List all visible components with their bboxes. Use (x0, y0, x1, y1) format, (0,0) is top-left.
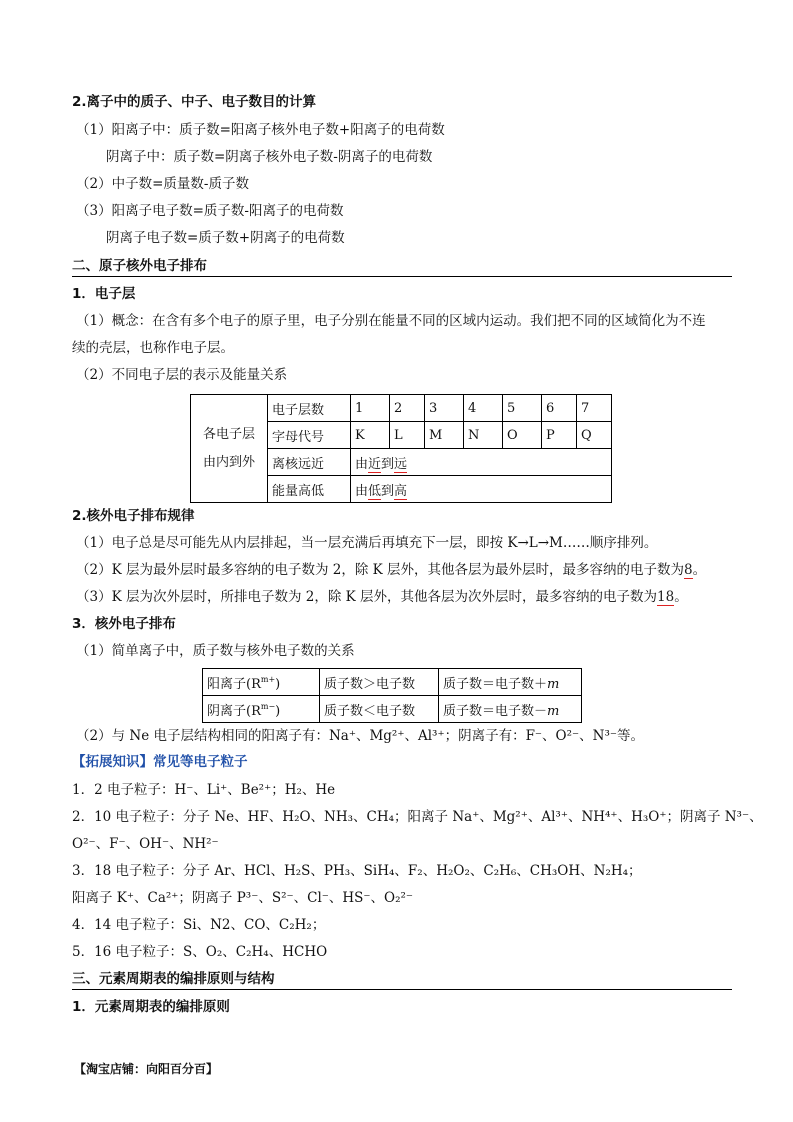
table-cell (439, 696, 582, 723)
extension-knowledge-title: 【拓展知识】常见等电子粒子 (72, 754, 248, 770)
text-line: （2）与 Ne 电子层结构相同的阳离子有：Na⁺、Mg²⁺、Al³⁺；阴离子有：F⁻、O²⁻、N³⁻等。 (76, 728, 645, 744)
text-line: 阴离子电子数=质子数+阴离子的电荷数 (106, 230, 345, 246)
text-line: 1．2 电子粒子：H⁻、Li⁺、Be²⁺；H₂、He (72, 782, 336, 798)
underlined-answer: 低 (368, 483, 382, 499)
text-line: 阴离子中：质子数=阴离子核外电子数-阴离子的电荷数 (106, 149, 433, 165)
line-text: （3）K 层为次外层时，所排电子数为 2，除 K 层外，其他各层为次外层时，最多容纳的电子数为 (76, 589, 658, 605)
text-line: （1）阳离子中：质子数=阳离子核外电子数+阳离子的电荷数 (76, 122, 445, 138)
text-line: （2）K 层为最外层时最多容纳的电子数为 2，除 K 层外，其他各层为最外层时，最多容纳的电子数为8。 (76, 562, 707, 578)
text-line: （2）不同电子层的表示及能量关系 (76, 367, 288, 383)
line-text: （2）K 层为最外层时最多容纳的电子数为 2，除 K 层外，其他各层为最外层时，最多容纳的电子数为 (76, 562, 685, 578)
table-cell: 质子数＜电子数 (320, 696, 439, 723)
table-cell: 7 (577, 395, 612, 422)
table-label-cell: 能量高低 (268, 476, 351, 503)
underlined-answer: 远 (394, 456, 408, 472)
cell-text: ) (275, 703, 281, 719)
table-label-cell: 字母代号 (268, 422, 351, 449)
table-cell: N (464, 422, 503, 449)
section-divider (72, 989, 732, 990)
table-cell: 3 (425, 395, 464, 422)
text-line: 2．10 电子粒子：分子 Ne、HF、H₂O、NH₃、CH₄；阳离子 Na⁺、Mg²⁺、Al³⁺、NH⁴⁺、H₃O⁺；阴离子 N³⁻、 (72, 809, 763, 825)
table-cell: 4 (464, 395, 503, 422)
variable-m: m (547, 703, 560, 719)
text-line: 4．14 电子粒子：Si、N2、CO、C₂H₂； (72, 917, 326, 933)
cell-text: ) (275, 676, 281, 692)
text-line: 续的壳层，也称作电子层。 (72, 340, 234, 356)
charge-sup: m+ (260, 674, 276, 684)
subsection-title-arrangement: 3．核外电子排布 (72, 616, 176, 632)
variable-m: m (547, 676, 560, 692)
table-cell: 1 (351, 395, 390, 422)
table-cell: 5 (503, 395, 542, 422)
cell-text: 阳离子(R (207, 676, 261, 692)
underlined-answer: 18 (657, 589, 675, 605)
cell-text: 由 (355, 456, 369, 472)
text-line: （1）概念：在含有多个电子的原子里，电子分别在能量不同的区域内运动。我们把不同的区域简化为不连 (76, 313, 706, 329)
ion-relation-table (202, 668, 582, 723)
subsection-title-principles: 1．元素周期表的编排原则 (72, 999, 230, 1015)
table-cell: O (503, 422, 542, 449)
distance-cell (351, 449, 612, 476)
text-line: 阳离子 K⁺、Ca²⁺；阴离子 P³⁻、S²⁻、Cl⁻、HS⁻、O₂²⁻ (72, 890, 414, 906)
table-label-cell: 电子层数 (268, 395, 351, 422)
text-line: （3）K 层为次外层时，所排电子数为 2，除 K 层外，其他各层为次外层时，最多容纳的电子数为18。 (76, 589, 688, 605)
table-cell: M (425, 422, 464, 449)
page-footer: 【淘宝店铺：向阳百分百】 (74, 1062, 219, 1076)
row-header-line: 由内到外 (202, 454, 255, 470)
cell-text: 由 (355, 483, 369, 499)
cell-text: 质子数＝电子数＋ (443, 676, 548, 692)
cell-text: 到 (381, 456, 395, 472)
text-line: （1）电子总是尽可能先从内层排起，当一层充满后再填充下一层，即按 K→L→M……顺序排列。 (76, 535, 658, 551)
table-cell: 质子数＞电子数 (320, 669, 439, 696)
charge-sup: m− (260, 701, 276, 711)
cell-text: 到 (381, 483, 395, 499)
table-cell (203, 696, 320, 723)
text-line: （3）阳离子电子数=质子数-阳离子的电荷数 (76, 203, 344, 219)
electron-layer-table (190, 394, 612, 503)
text-line: O²⁻、F⁻、OH⁻、NH²⁻ (72, 836, 219, 852)
section-title-periodic-table: 三、元素周期表的编排原则与结构 (72, 971, 275, 987)
text-line: 3．18 电子粒子：分子 Ar、HCl、H₂S、PH₃、SiH₄、F₂、H₂O₂、C₂H₆、CH₃OH、N₂H₄； (72, 863, 642, 879)
energy-cell (351, 476, 612, 503)
table-label-cell: 离核远近 (268, 449, 351, 476)
section-divider (72, 276, 732, 277)
table-cell: 2 (390, 395, 425, 422)
text-line: （2）中子数=质量数-质子数 (76, 176, 249, 192)
underlined-answer: 高 (394, 483, 408, 499)
section-heading-ion-counts: 2.离子中的质子、中子、电子数目的计算 (72, 94, 317, 110)
text-line: （1）简单离子中，质子数与核外电子数的关系 (76, 643, 355, 659)
subsection-title-electron-layer: 1．电子层 (72, 286, 136, 302)
row-header-line: 各电子层 (202, 426, 255, 442)
cell-text: 质子数＝电子数－ (443, 703, 548, 719)
cell-text: 阴离子(R (207, 703, 261, 719)
table-cell: L (390, 422, 425, 449)
subsection-title-rules: 2.核外电子排布规律 (72, 508, 195, 524)
text-line: 5．16 电子粒子：S、O₂、C₂H₄、HCHO (72, 944, 328, 960)
table-cell: K (351, 422, 390, 449)
table-cell (439, 669, 582, 696)
table-cell: P (542, 422, 577, 449)
row-header-cell (191, 395, 268, 503)
table-cell (203, 669, 320, 696)
section-title-electron-arrangement: 二、原子核外电子排布 (72, 258, 207, 274)
underlined-answer: 8 (684, 562, 693, 578)
table-cell: 6 (542, 395, 577, 422)
table-cell: Q (577, 422, 612, 449)
underlined-answer: 近 (368, 456, 382, 472)
